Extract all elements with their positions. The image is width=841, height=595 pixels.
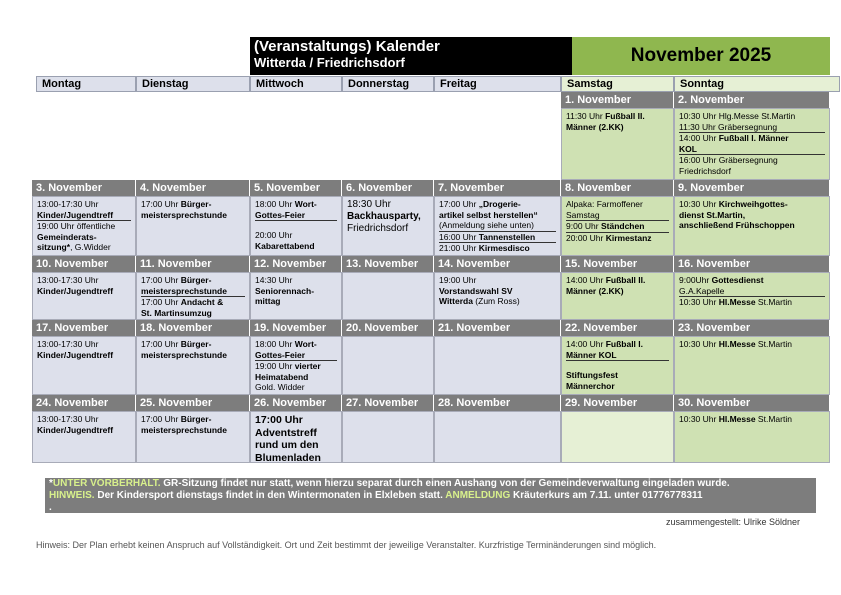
- day-cell: 10:30 Uhr Kirchweihgottes- dienst St.Martin, anschließend Frühschoppen: [674, 196, 830, 256]
- date-bar: 18. November: [136, 320, 250, 336]
- date-bar: 3. November: [32, 180, 136, 196]
- note-line-3: .: [49, 502, 52, 513]
- date-bar: 16. November: [674, 256, 830, 272]
- day-cell: 11:30 Uhr Fußball II. Männer (2.KK): [561, 108, 674, 180]
- date-bar: 14. November: [434, 256, 561, 272]
- weekday-header-thu: Donnerstag: [342, 76, 434, 92]
- title-line-1: (Veranstaltungs) Kalender: [254, 38, 440, 55]
- date-bar: 6. November: [342, 180, 434, 196]
- date-bar: 4. November: [136, 180, 250, 196]
- day-cell: 17:00 Uhr Bürger- meistersprechstunde: [136, 411, 250, 463]
- day-cell: 18:00 Uhr Wort- Gottes-Feier 20:00 Uhr Kabarettabend: [250, 196, 342, 256]
- day-cell: 18:30 Uhr Backhausparty, Friedrichsdorf: [342, 196, 434, 256]
- date-bar: 29. November: [561, 395, 674, 411]
- footer-disclaimer: Hinweis: Der Plan erhebt keinen Anspruch auf Vollständigkeit. Ort und Zeit bestimmt der jeweilige Veranstalter. Kurzfristige Terminänderungen sind möglich.: [36, 540, 657, 550]
- weekday-header-wed: Mittwoch: [250, 76, 342, 92]
- date-bar: 26. November: [250, 395, 342, 411]
- weekday-header-tue: Dienstag: [136, 76, 250, 92]
- date-bar: 1. November: [561, 92, 674, 108]
- date-bar: 20. November: [342, 320, 434, 336]
- date-bar: 22. November: [561, 320, 674, 336]
- credit-line: zusammengestellt: Ulrike Söldner: [665, 517, 800, 527]
- day-cell: 19:00 Uhr Vorstandswahl SV Witterda (Zum Ross): [434, 272, 561, 320]
- day-cell-empty: [342, 336, 434, 395]
- day-cell: 17:00 Uhr Bürger- meistersprechstunde: [136, 196, 250, 256]
- weekday-header-sun: Sonntag: [674, 76, 840, 92]
- date-bar: 10. November: [32, 256, 136, 272]
- day-cell: 17:00 Uhr Adventstreff rund um den Blumenladen: [250, 411, 342, 463]
- day-cell: 14:30 Uhr Seniorennach- mittag: [250, 272, 342, 320]
- date-bar: 25. November: [136, 395, 250, 411]
- weekday-header-mon: Montag: [36, 76, 136, 92]
- day-cell-empty: [434, 336, 561, 395]
- day-cell-empty: [342, 272, 434, 320]
- date-bar: 23. November: [674, 320, 830, 336]
- day-cell-empty: [434, 411, 561, 463]
- day-cell: 17:00 Uhr Bürger- meistersprechstunde 17:00 Uhr Andacht & St. Martinsumzug: [136, 272, 250, 320]
- day-cell: 17:00 Uhr Bürger- meistersprechstunde: [136, 336, 250, 395]
- day-cell: 9:00Uhr Gottesdienst G.A.Kapelle 10:30 Uhr Hl.Messe St.Martin: [674, 272, 830, 320]
- note-line-2: HINWEIS. Der Kindersport dienstags findet in den Wintermonaten in Elxleben statt. ANMELDUNG Kräuterkurs am 7.11. unter 01776778311: [49, 490, 703, 501]
- date-bar: 8. November: [561, 180, 674, 196]
- month-label: November 2025: [572, 37, 830, 75]
- note-line-1: *UNTER VORBERHALT. GR-Sitzung findet nur statt, wenn hierzu separat durch einen Aushang von der Gemeindeverwaltung eingeladen wurde.: [49, 478, 730, 489]
- day-cell: 10:30 Uhr Hl.Messe St.Martin: [674, 411, 830, 463]
- day-cell: 14:00 Uhr Fußball I. Männer KOL Stiftungsfest Männerchor: [561, 336, 674, 395]
- day-cell: 17:00 Uhr „Drogerie- artikel selbst herstellen“ (Anmeldung siehe unten) 16:00 Uhr Tannenstellen 21:00 Uhr Kirmesdisco: [434, 196, 561, 256]
- date-bar: 9. November: [674, 180, 830, 196]
- date-bar: 27. November: [342, 395, 434, 411]
- date-bar: 17. November: [32, 320, 136, 336]
- calendar-title: [250, 37, 572, 75]
- date-bar: 11. November: [136, 256, 250, 272]
- day-cell-empty: [342, 411, 434, 463]
- date-bar: 30. November: [674, 395, 830, 411]
- day-cell: 13:00-17:30 Uhr Kinder/Jugendtreff: [32, 411, 136, 463]
- date-bar: 12. November: [250, 256, 342, 272]
- date-bar: 19. November: [250, 320, 342, 336]
- weekday-header-sat: Samstag: [561, 76, 674, 92]
- day-cell: 13:00-17:30 Uhr Kinder/Jugendtreff 19:00 Uhr öffentliche Gemeinderats- sitzung*, G.Widder: [32, 196, 136, 256]
- day-cell: 13:00-17:30 Uhr Kinder/Jugendtreff: [32, 336, 136, 395]
- day-cell-empty: [561, 411, 674, 463]
- title-line-2: Witterda / Friedrichsdorf: [254, 55, 405, 70]
- weekday-header-fri: Freitag: [434, 76, 561, 92]
- date-bar: 7. November: [434, 180, 561, 196]
- day-cell: 14:00 Uhr Fußball II. Männer (2.KK): [561, 272, 674, 320]
- date-bar: 5. November: [250, 180, 342, 196]
- date-bar: 21. November: [434, 320, 561, 336]
- day-cell: 10:30 Uhr Hl.Messe St.Martin: [674, 336, 830, 395]
- day-cell: 13:00-17:30 Uhr Kinder/Jugendtreff: [32, 272, 136, 320]
- day-cell: Alpaka: Farmoffener Samstag 9:00 Uhr Ständchen 20:00 Uhr Kirmestanz: [561, 196, 674, 256]
- date-bar: 28. November: [434, 395, 561, 411]
- notes-box: [45, 478, 816, 513]
- day-cell: 10:30 Uhr Hlg.Messe St.Martin 11:30 Uhr Gräbersegnung 14:00 Uhr Fußball I. Männer KOL 16:00 Uhr Gräbersegnung Friedrichsdorf: [674, 108, 830, 180]
- date-bar: 13. November: [342, 256, 434, 272]
- date-bar: 24. November: [32, 395, 136, 411]
- date-bar: 2. November: [674, 92, 830, 108]
- day-cell: 18:00 Uhr Wort- Gottes-Feier 19:00 Uhr vierter Heimatabend Gold. Widder: [250, 336, 342, 395]
- date-bar: 15. November: [561, 256, 674, 272]
